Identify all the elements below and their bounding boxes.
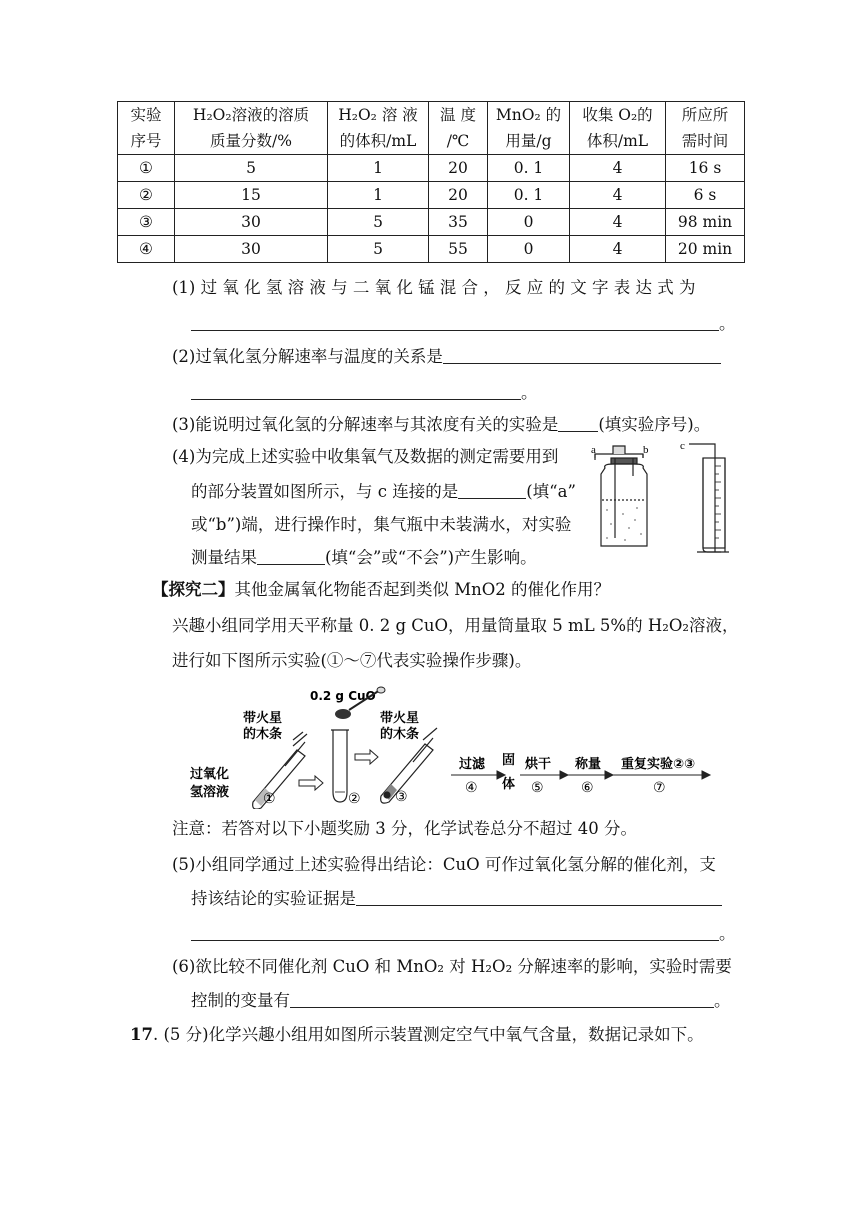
period: 。 xyxy=(521,383,538,402)
period: 。 xyxy=(719,314,736,333)
question-4-line-2 xyxy=(191,481,576,503)
table-cell: 6 s xyxy=(666,182,745,209)
label-a: a xyxy=(591,444,596,456)
question-2-text: (2)过氧化氢分解速率与温度的关系是 xyxy=(172,347,443,366)
table-cell: 4 xyxy=(570,155,666,182)
question-1 xyxy=(172,277,732,299)
question-5-line-1 xyxy=(172,854,716,876)
question-4-text: (4)为完成上述实验中收集氧气及数据的测定需要用到 xyxy=(172,447,559,466)
arrow-icon xyxy=(299,776,323,790)
question-4-text: 或“b”)端，进行操作时，集气瓶中未装满水，对实验 xyxy=(191,515,572,534)
gas-collection-apparatus xyxy=(585,440,730,560)
experiment-table xyxy=(117,101,745,263)
table-cell: 20 xyxy=(429,155,488,182)
period: 。 xyxy=(714,991,731,1010)
section-2-text: 其他金属氧化物能否起到类似 MnO2 的催化作用？ xyxy=(234,580,611,599)
question-6-text: 控制的变量有 xyxy=(191,991,290,1010)
question-4-line-1 xyxy=(172,446,558,468)
q3-blank[interactable] xyxy=(558,415,598,432)
filter-label: 过滤 xyxy=(459,757,486,772)
question-4-line-4 xyxy=(191,547,537,569)
arrow-icon xyxy=(355,750,378,764)
question-4-text: (填“会”或“不会”)产生影响。 xyxy=(325,548,537,567)
header-cell: 所应所 需时间 xyxy=(666,102,745,155)
paragraph-1-text: 兴趣小组同学用天平称量 0. 2 g CuO，用量筒量取 5 mL 5%的 H₂O₂溶液， xyxy=(172,616,739,635)
question-6-line-2 xyxy=(191,990,731,1012)
table-cell: 5 xyxy=(175,155,328,182)
gas-bottle xyxy=(595,446,647,546)
q2-answer-line xyxy=(191,382,538,404)
section-2-tag: 【探究二】 xyxy=(152,580,235,599)
step-1-label: ① xyxy=(263,791,276,807)
header-cell: 温 度 /℃ xyxy=(429,102,488,155)
q6-blank[interactable] xyxy=(290,991,714,1008)
section-2-heading xyxy=(152,579,610,601)
dry-label: 烘干 xyxy=(525,757,552,772)
repeat-label: 重复实验②③ xyxy=(621,757,696,772)
step-6-label: ⑥ xyxy=(581,780,594,796)
table-cell: 15 xyxy=(175,182,328,209)
paragraph-2 xyxy=(172,650,531,672)
splint-label-1: 带火星 xyxy=(243,711,283,726)
question-5-text: (5)小组同学通过上述实验得出结论：CuO 可作过氧化氢分解的催化剂，支 xyxy=(172,855,716,874)
table-row xyxy=(118,155,745,182)
step-7-label: ⑦ xyxy=(653,780,666,796)
splint-label-1: 的木条 xyxy=(243,727,283,742)
table-row xyxy=(118,182,745,209)
table-row xyxy=(118,236,745,263)
table-cell: 1 xyxy=(328,155,429,182)
q2-blank-2[interactable] xyxy=(191,383,521,400)
question-3-text: (3)能说明过氧化氢的分解速率与其浓度有关的实验是 xyxy=(172,415,559,434)
table-cell: 30 xyxy=(175,209,328,236)
header-cell: MnO₂ 的 用量/g xyxy=(488,102,570,155)
question-4-text: 的部分装置如图所示，与 c 连接的是 xyxy=(191,482,459,501)
cuo-label: 0.2 g CuO xyxy=(310,689,376,703)
splint-label-2: 带火星 xyxy=(380,711,420,726)
question-17 xyxy=(130,1024,704,1046)
header-cell: 实验 序号 xyxy=(118,102,175,155)
graduated-cylinder xyxy=(689,444,729,552)
q2-blank-1[interactable] xyxy=(443,347,721,364)
question-3-suffix: (填实验序号)。 xyxy=(598,415,711,434)
question-4-text: 测量结果 xyxy=(191,548,257,567)
header-cell: H₂O₂溶液的溶质 质量分数/% xyxy=(175,102,328,155)
question-17-text: . (5 分)化学兴趣小组用如图所示装置测定空气中氧气含量，数据记录如下。 xyxy=(152,1025,704,1044)
question-1-text: (1) 过 氧 化 氢 溶 液 与 二 氧 化 锰 混 合 ， 反 应 的 文 字 表 达 式 为 xyxy=(172,278,696,297)
solid-label: 固 xyxy=(502,753,516,768)
h2o2-label: 过氧化 xyxy=(190,767,230,782)
splint-label-2: 的木条 xyxy=(380,727,420,742)
table-cell: 0. 1 xyxy=(488,155,570,182)
step-3-label: ③ xyxy=(395,789,408,805)
step-5-label: ⑤ xyxy=(531,780,544,796)
q4-blank-2[interactable] xyxy=(257,548,325,565)
question-2 xyxy=(172,346,721,368)
question-3 xyxy=(172,414,710,436)
table-cell: 20 xyxy=(429,182,488,209)
table-cell: 30 xyxy=(175,236,328,263)
h2o2-label: 氢溶液 xyxy=(190,785,230,800)
q5-blank-2[interactable] xyxy=(191,924,719,941)
table-cell: ③ xyxy=(118,209,175,236)
q1-blank[interactable] xyxy=(191,314,719,331)
q5-answer-line xyxy=(191,923,736,945)
test-tube-1 xyxy=(253,732,307,809)
table-cell: 35 xyxy=(429,209,488,236)
question-6-text: (6)欲比较不同催化剂 CuO 和 MnO₂ 对 H₂O₂ 分解速率的影响，实验时需要 xyxy=(172,957,732,976)
table-cell: 5 xyxy=(328,236,429,263)
weigh-label: 称量 xyxy=(575,757,602,772)
q5-blank-1[interactable] xyxy=(356,889,722,906)
table-cell: 98 min xyxy=(666,209,745,236)
question-4-text: (填“a” xyxy=(526,482,576,501)
label-c: c xyxy=(680,440,685,452)
table-cell: 20 min xyxy=(666,236,745,263)
table-cell: 0. 1 xyxy=(488,182,570,209)
table-cell: 16 s xyxy=(666,155,745,182)
q1-answer-line xyxy=(191,313,736,335)
table-row xyxy=(118,209,745,236)
period: 。 xyxy=(719,924,736,943)
test-tube-2 xyxy=(331,730,349,802)
bonus-note-text: 注意：若答对以下小题奖励 3 分，化学试卷总分不超过 40 分。 xyxy=(172,819,637,838)
paragraph-2-text: 进行如下图所示实验(①～⑦代表实验操作步骤)。 xyxy=(172,651,532,670)
table-cell: 0 xyxy=(488,209,570,236)
label-b: b xyxy=(643,444,649,456)
table-cell: ④ xyxy=(118,236,175,263)
header-cell: 收集 O₂的 体积/mL xyxy=(570,102,666,155)
table-cell: 4 xyxy=(570,182,666,209)
process-flow xyxy=(451,771,710,779)
table-cell: ① xyxy=(118,155,175,182)
table-cell: 5 xyxy=(328,209,429,236)
question-5-line-2 xyxy=(191,888,722,910)
table-cell: 55 xyxy=(429,236,488,263)
paragraph-1 xyxy=(172,615,738,637)
experiment-steps-figure xyxy=(185,684,720,809)
step-4-label: ④ xyxy=(465,780,478,796)
q4-blank-1[interactable] xyxy=(458,482,526,499)
question-6-line-1 xyxy=(172,956,732,978)
question-5-text: 持该结论的实验证据是 xyxy=(191,889,356,908)
step-2-label: ② xyxy=(348,791,361,807)
table-cell: 1 xyxy=(328,182,429,209)
table-cell: ② xyxy=(118,182,175,209)
table-cell: 0 xyxy=(488,236,570,263)
header-cell: H₂O₂ 溶 液 的体积/mL xyxy=(328,102,429,155)
question-17-number: 17 xyxy=(130,1025,153,1044)
table-cell: 4 xyxy=(570,209,666,236)
question-4-line-3 xyxy=(191,514,571,536)
bonus-note xyxy=(172,818,637,840)
table-header-row xyxy=(118,102,745,155)
table-cell: 4 xyxy=(570,236,666,263)
solid-label: 体 xyxy=(502,777,516,792)
